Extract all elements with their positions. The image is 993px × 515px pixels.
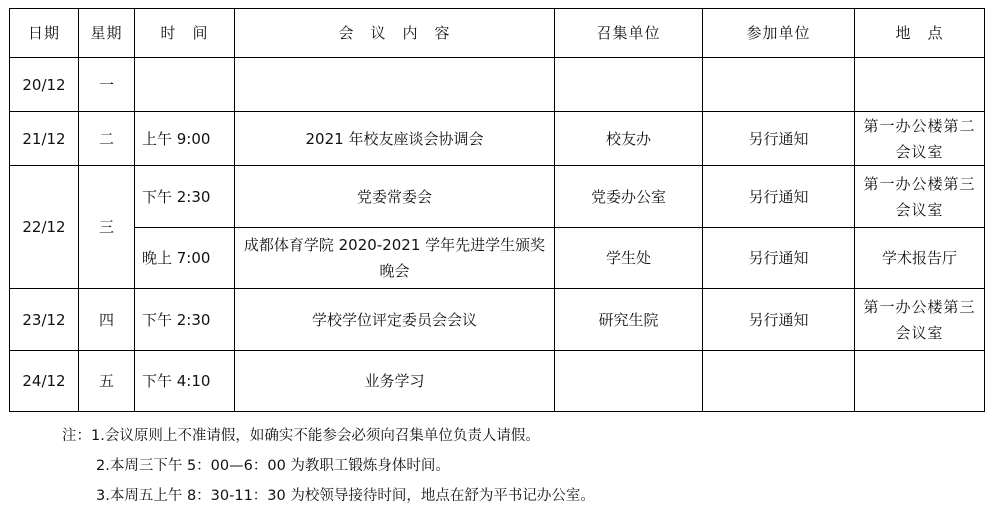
cell-date: 24/12: [10, 351, 79, 412]
cell-location: 第一办公楼第三会议室: [855, 166, 985, 228]
cell-time: [135, 58, 235, 112]
header-location: 地 点: [855, 9, 985, 58]
cell-location: 第一办公楼第三会议室: [855, 289, 985, 351]
cell-participants: [703, 58, 855, 112]
cell-date: 21/12: [10, 112, 79, 166]
cell-weekday: 四: [79, 289, 135, 351]
cell-location: 学术报告厅: [855, 228, 985, 289]
cell-convener: 校友办: [555, 112, 703, 166]
cell-time: 下午 2:30: [135, 166, 235, 228]
cell-convener: 党委办公室: [555, 166, 703, 228]
table-row: [10, 58, 985, 112]
cell-location: [855, 58, 985, 112]
note-line: 注：1.会议原则上不准请假，如确实不能参会必须向召集单位负责人请假。: [62, 428, 540, 444]
cell-convener: 研究生院: [555, 289, 703, 351]
cell-convener: [555, 58, 703, 112]
note-line: 2.本周三下午 5：00—6：00 为教职工锻炼身体时间。: [96, 458, 450, 474]
cell-date: 23/12: [10, 289, 79, 351]
cell-time: 晚上 7:00: [135, 228, 235, 289]
table-row: [10, 351, 985, 412]
header-row: [10, 9, 985, 58]
cell-location: 第一办公楼第二会议室: [855, 112, 985, 166]
cell-content: 党委常委会: [235, 166, 555, 228]
header-convener: 召集单位: [555, 9, 703, 58]
cell-time: 上午 9:00: [135, 112, 235, 166]
cell-date: 20/12: [10, 58, 79, 112]
note-line: 3.本周五上午 8：30-11：30 为校领导接待时间，地点在舒为平书记办公室。: [96, 488, 595, 504]
header-content: 会 议 内 容: [235, 9, 555, 58]
meeting-schedule-table: [9, 8, 985, 412]
cell-time: 下午 4:10: [135, 351, 235, 412]
cell-convener: 学生处: [555, 228, 703, 289]
cell-participants: [703, 351, 855, 412]
table-row: [10, 228, 985, 289]
cell-convener: [555, 351, 703, 412]
cell-participants: 另行通知: [703, 166, 855, 228]
table-row: [10, 166, 985, 228]
cell-content: 业务学习: [235, 351, 555, 412]
cell-content: [235, 58, 555, 112]
table-row: [10, 112, 985, 166]
header-time: 时 间: [135, 9, 235, 58]
cell-weekday: 五: [79, 351, 135, 412]
cell-date: 22/12: [10, 166, 79, 289]
header-weekday: 星期: [79, 9, 135, 58]
cell-participants: 另行通知: [703, 112, 855, 166]
table-row: [10, 289, 985, 351]
cell-weekday: 三: [79, 166, 135, 289]
cell-location: [855, 351, 985, 412]
cell-weekday: 一: [79, 58, 135, 112]
cell-content: 学校学位评定委员会会议: [235, 289, 555, 351]
header-participants: 参加单位: [703, 9, 855, 58]
cell-content: 2021 年校友座谈会协调会: [235, 112, 555, 166]
cell-weekday: 二: [79, 112, 135, 166]
cell-participants: 另行通知: [703, 228, 855, 289]
notes-section: [62, 421, 595, 511]
cell-time: 下午 2:30: [135, 289, 235, 351]
header-date: 日期: [10, 9, 79, 58]
cell-content: 成都体育学院 2020-2021 学年先进学生颁奖晚会: [235, 228, 555, 289]
cell-participants: 另行通知: [703, 289, 855, 351]
